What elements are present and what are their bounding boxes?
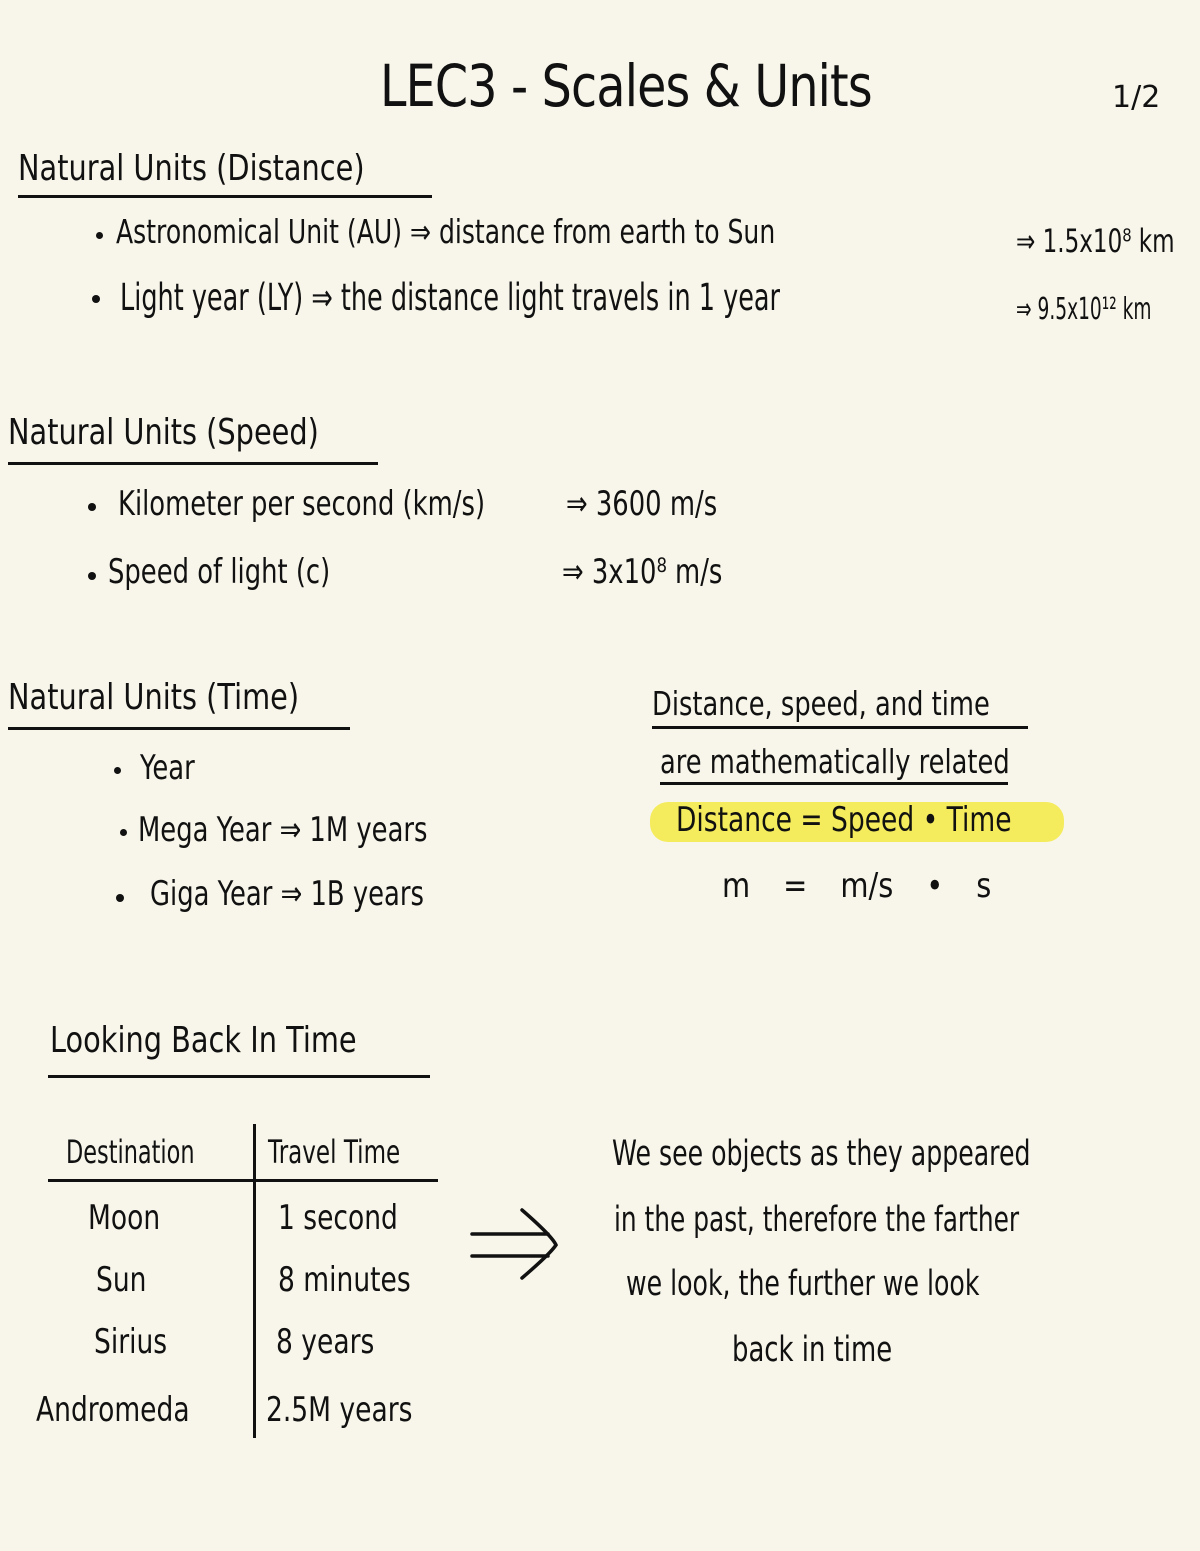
speed-item-kms: Kilometer per second (km/s) [118,484,486,524]
table-header-travel-time: Travel Time [268,1133,401,1171]
relation-line2: are mathematically related [660,742,1010,781]
time-heading-underline [8,727,350,730]
table-row-sun-time: 8 minutes [278,1260,411,1300]
lookback-heading-underline [48,1075,430,1078]
bullet-icon [114,767,121,774]
distance-heading: Natural Units (Distance) [18,148,365,189]
bullet-icon [96,232,103,239]
table-header-divider [48,1179,438,1182]
bullet-icon [88,503,96,511]
note-line1: We see objects as they appeared [612,1134,1031,1174]
table-row-moon-time: 1 second [278,1198,398,1238]
speed-heading: Natural Units (Speed) [8,412,319,453]
time-heading: Natural Units (Time) [8,677,300,718]
speed-item-kms-value: ⇒ 3600 m/s [566,484,718,524]
speed-heading-underline [8,462,378,465]
speed-item-c-value: ⇒ 3x10⁸ m/s [562,552,723,592]
implies-arrow-icon [468,1206,562,1282]
speed-item-c: Speed of light (c) [108,552,331,592]
table-row-sirius-time: 8 years [276,1322,375,1362]
distance-item-au-value: ⇒ 1.5x10⁸ km [1016,222,1175,260]
note-line4: back in time [732,1330,893,1370]
table-row-andromeda-destination: Andromeda [36,1390,190,1430]
formula-units: m = m/s • s [722,866,992,906]
formula: Distance = Speed • Time [676,800,1012,840]
distance-item-ly: Light year (LY) ⇒ the distance light travels in 1 year [120,276,781,319]
time-item-year: Year [140,748,195,788]
time-item-giga: Giga Year ⇒ 1B years [150,874,424,914]
relation-line1-underline [652,726,1028,729]
page-title: LEC3 - Scales & Units [380,52,872,120]
lookback-heading: Looking Back In Time [50,1020,357,1061]
bullet-icon [120,829,127,836]
bullet-icon [88,572,96,580]
page-number: 1/2 [1112,80,1161,115]
relation-line1: Distance, speed, and time [652,684,990,723]
table-header-destination: Destination [66,1133,195,1171]
bullet-icon [92,295,100,303]
table-row-sirius-destination: Sirius [94,1322,168,1362]
table-column-divider [253,1124,256,1438]
relation-line2-underline [660,782,1008,785]
note-line3: we look, the further we look [626,1264,980,1304]
table-row-andromeda-time: 2.5M years [266,1390,413,1430]
time-item-mega: Mega Year ⇒ 1M years [138,810,428,850]
note-line2: in the past, therefore the farther [614,1200,1020,1240]
bullet-icon [116,894,124,902]
table-row-moon-destination: Moon [88,1198,161,1238]
distance-heading-underline [18,195,432,198]
distance-item-ly-value: ⇒ 9.5x10¹² km [1016,292,1152,327]
distance-item-au: Astronomical Unit (AU) ⇒ distance from earth to Sun [116,212,776,251]
table-row-sun-destination: Sun [96,1260,147,1300]
